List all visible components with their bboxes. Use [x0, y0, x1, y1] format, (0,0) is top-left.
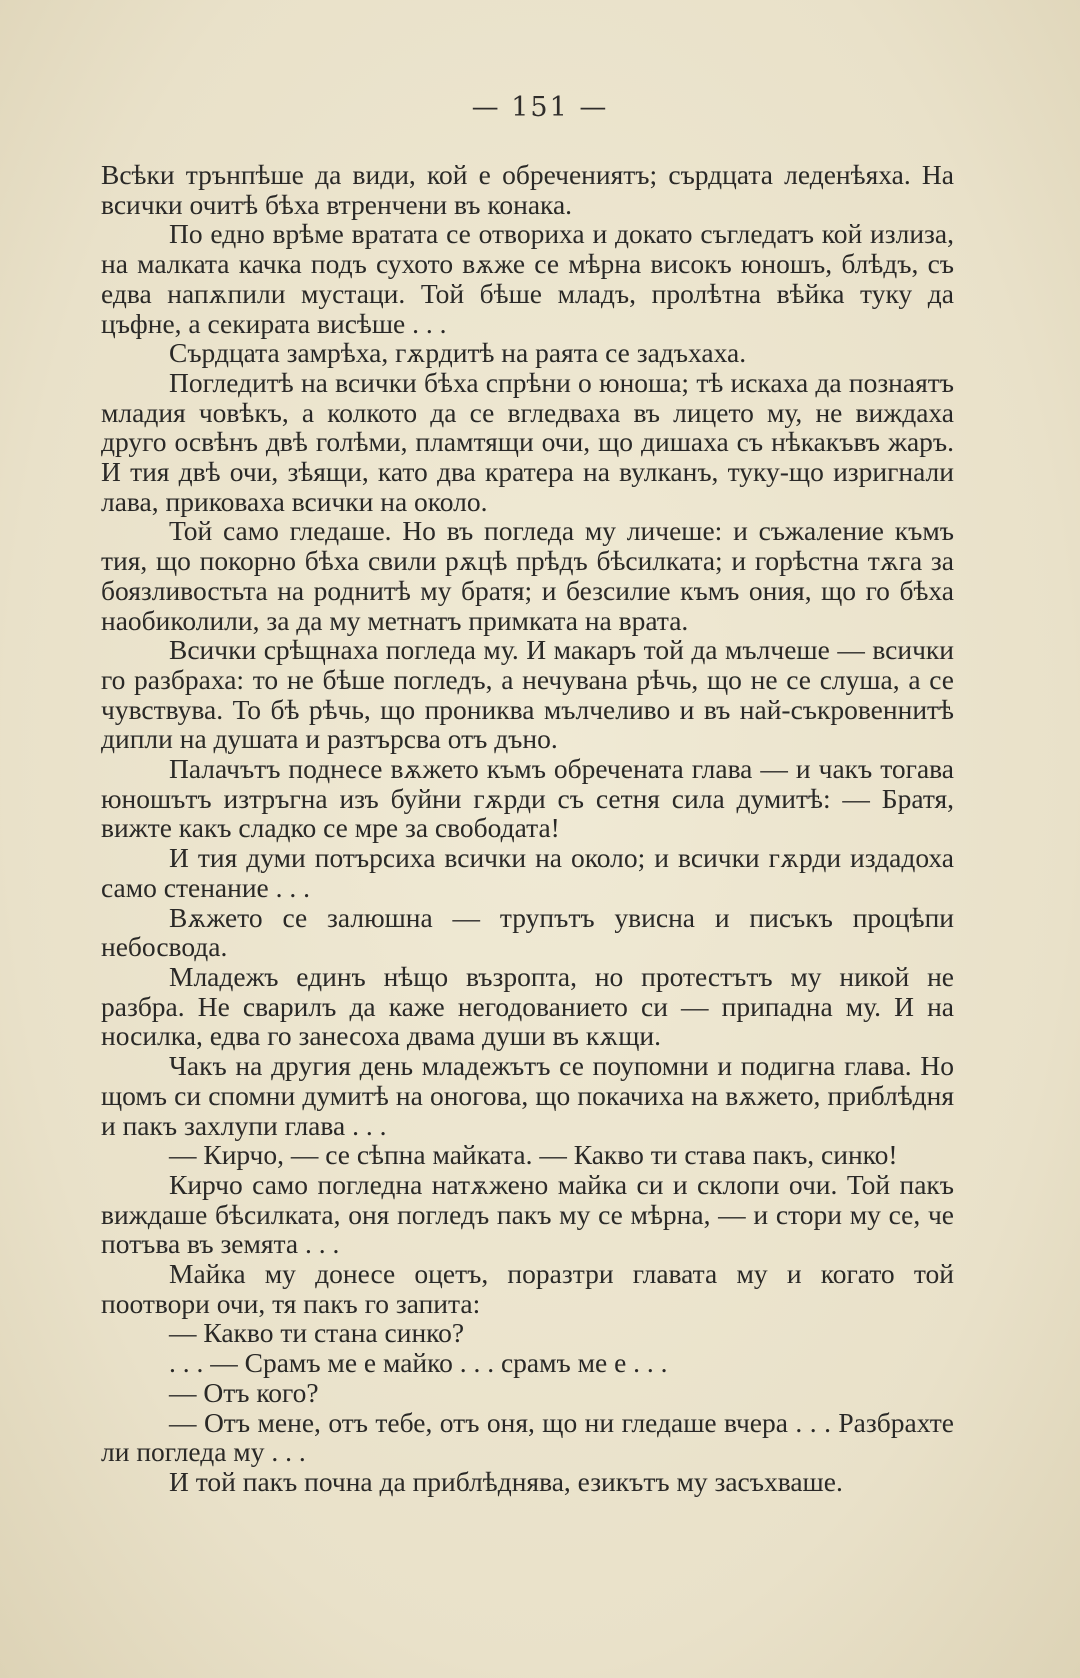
paragraph: И той пакъ почна да приблѣднява, езикътъ му засъхваше. — [169, 1465, 843, 1497]
paragraph: . . . — Срамъ ме е майко . . . срамъ ме е . . . — [169, 1347, 668, 1379]
paragraph: Всички срѣщнаха погледа му. И макаръ той да мълчеше — всички го разбраха: то не бѣше погледъ, а нечувана рѣчь, що не се слуша, а се чувствува. То бѣ рѣчь, що прониква мълчеливо и въ най-съкровеннитѣ дипли на душата и разтърсва отъ дъно. — [101, 634, 954, 755]
paragraph: Кирчо само погледна натѫжено майка си и склопи очи. Той пакъ виждаше бѣсилката, оня погледъ пакъ му се мѣрна, — и стори му се, че потъва въ земята . . . — [101, 1168, 954, 1260]
paragraph: И тия думи потърсиха всички на около; и всички гѫрди издадоха само стенание . . . — [101, 842, 954, 903]
paragraph: Погледитѣ на всички бѣха спрѣни о юноша; тѣ искаха да познаятъ младия човѣкъ, а колкото да се вгледваха въ лицето му, не виждаха друго освѣнъ двѣ голѣми, пламтящи очи, що дишаха съ нѣкакъвъ жаръ. И тия двѣ очи, зѣящи, като два кратера на вулканъ, туку-що изригнали лава, приковаха всички на около. — [101, 366, 954, 517]
paragraph: — Отъ мене, отъ тебе, отъ оня, що ни гледаше вчера . . . Разбрахте ли погледа му . . . — [101, 1406, 954, 1468]
paragraph: Чакъ на другия день младежътъ се поупомни и подигна глава. Но щомъ си спомни думитѣ на оногова, що покачиха на вѫжето, приблѣдня и пакъ захлупи глава . . . — [101, 1050, 954, 1141]
paragraph: Младежъ единъ нѣщо възропта, но протестътъ му никой не разбра. Не сварилъ да каже негодованието си — припадна му. И на носилка, едва го занесоха двама души въ кѫщи. — [101, 960, 954, 1052]
paragraph: Вѫжето се залюшна — трупътъ увисна и писъкъ процѣпи небосвода. — [101, 901, 954, 963]
paragraph: Майка му донесе оцетъ, поразтри главата му и когато той поотвори очи, тя пакъ го запита: — [101, 1258, 954, 1319]
paragraph: Всѣки трънпѣше да види, кой е обречениятъ; сърдцата леденѣяха. На всички очитѣ бѣха втренчени въ конака. — [101, 159, 954, 220]
paragraph: — Кирчо, — се сѣпна майката. — Какво ти става пакъ, синко! — [169, 1139, 898, 1171]
paragraph: Палачътъ поднесе вѫжето къмъ обречената глава — и чакъ тогава юношътъ изтръгна изъ буйни гѫрди съ сетня сила думитѣ: — Братя, вижте какъ сладко се мре за свободата! — [101, 753, 954, 844]
body-text — [101, 160, 954, 1497]
paragraph: — Отъ кого? — [169, 1376, 319, 1408]
paragraph: Сърдцата замрѣха, гѫрдитѣ на раята се задъхаха. — [169, 337, 747, 369]
paragraph: По едно врѣме вратата се отвориха и докато съгледатъ кой излиза, на малката качка подъ сухото вѫже се мѣрна високъ юношъ, блѣдъ, съ едва напѫпили мустаци. Той бѣше младъ, пролѣтна вѣйка туку да цъфне, а секирата висѣше . . . — [101, 218, 954, 339]
paragraph: Той само гледаше. Но въ погледа му личеше: и съжаление къмъ тия, що покорно бѣха свили рѫцѣ прѣдъ бѣсилката; и горѣстна тѫга за боязливостьта на роднитѣ му братя; и безсилие къмъ ония, що го бѣха наобиколили, за да му метнатъ примката на врата. — [101, 515, 954, 636]
page-number: — 151 — — [471, 92, 609, 123]
paragraph: — Какво ти стана синко? — [169, 1317, 465, 1349]
